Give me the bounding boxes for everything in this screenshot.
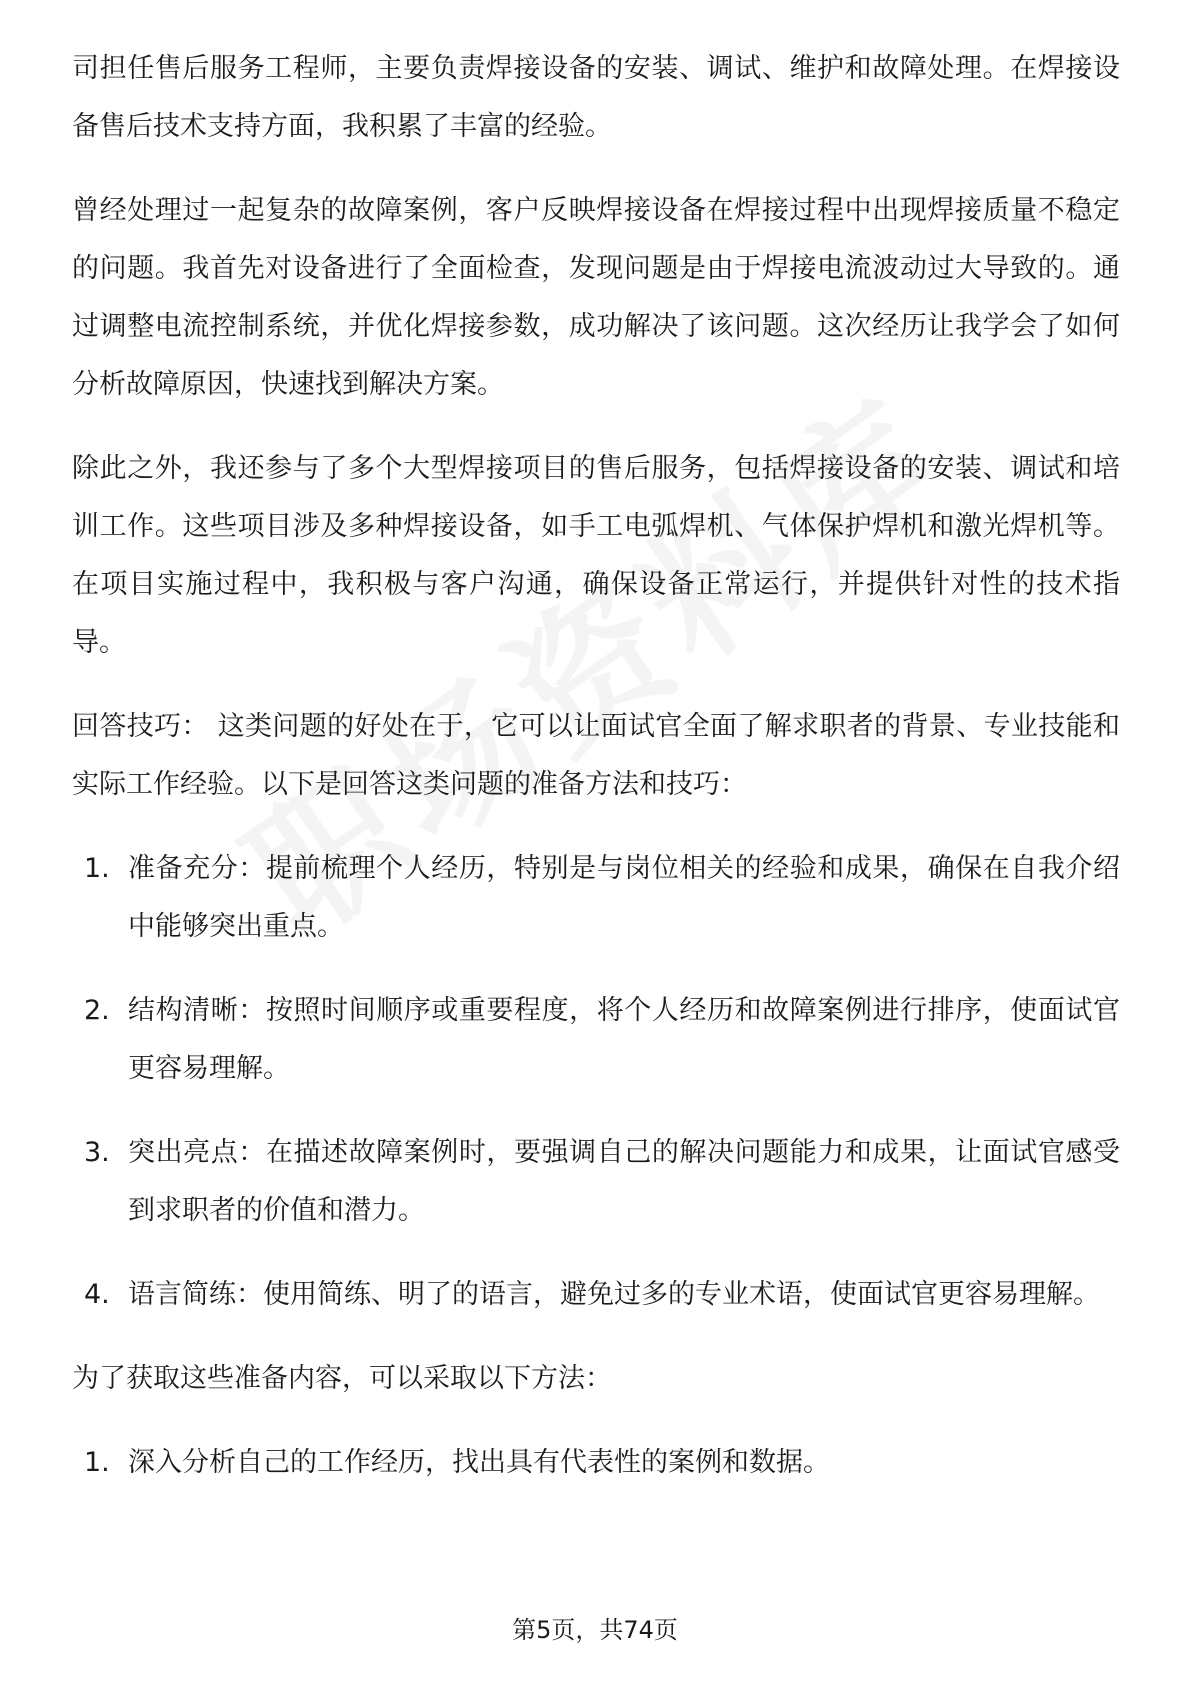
paragraph-projects: 除此之外，我还参与了多个大型焊接项目的售后服务，包括焊接设备的安装、调试和培训工作。这些项目涉及多种焊接设备，如手工电弧焊机、气体保护焊机和激光焊机等。在项目实施过程中，我积极与客户沟通，确保设备正常运行，并提供针对性的技术指导。 bbox=[72, 453, 1120, 658]
list-number: 1. bbox=[84, 1447, 110, 1478]
tips-list bbox=[72, 840, 1120, 1324]
list-number: 4. bbox=[84, 1279, 110, 1310]
paragraph-methods-intro: 为了获取这些准备内容，可以采取以下方法： bbox=[72, 1363, 612, 1394]
list-text: 语言简练：使用简练、明了的语言，避免过多的专业术语，使面试官更容易理解。 bbox=[128, 1279, 1100, 1310]
list-item bbox=[72, 1124, 1120, 1240]
list-number: 1. bbox=[84, 853, 110, 884]
list-item bbox=[72, 1266, 1120, 1324]
document-body bbox=[72, 40, 1120, 1518]
list-item bbox=[72, 1434, 1120, 1492]
paragraph-answer-tips: 回答技巧： 这类问题的好处在于，它可以让面试官全面了解求职者的背景、专业技能和实际工作经验。以下是回答这类问题的准备方法和技巧： bbox=[72, 711, 1120, 800]
list-number: 2. bbox=[84, 995, 110, 1026]
list-number: 3. bbox=[84, 1137, 110, 1168]
list-item bbox=[72, 982, 1120, 1098]
list-text: 突出亮点：在描述故障案例时，要强调自己的解决问题能力和成果，让面试官感受到求职者的价值和潜力。 bbox=[128, 1137, 1120, 1226]
methods-list bbox=[72, 1434, 1120, 1492]
list-item bbox=[72, 840, 1120, 956]
list-text: 准备充分：提前梳理个人经历，特别是与岗位相关的经验和成果，确保在自我介绍中能够突出重点。 bbox=[128, 853, 1120, 942]
page-footer: 第5页，共74页 bbox=[512, 1616, 678, 1644]
paragraph-fault-case: 曾经处理过一起复杂的故障案例，客户反映焊接设备在焊接过程中出现焊接质量不稳定的问题。我首先对设备进行了全面检查，发现问题是由于焊接电流波动过大导致的。通过调整电流控制系统，并优化焊接参数，成功解决了该问题。这次经历让我学会了如何分析故障原因，快速找到解决方案。 bbox=[72, 195, 1120, 400]
paragraph-role-intro: 司担任售后服务工程师，主要负责焊接设备的安装、调试、维护和故障处理。在焊接设备售后技术支持方面，我积累了丰富的经验。 bbox=[72, 53, 1120, 142]
list-text: 结构清晰：按照时间顺序或重要程度，将个人经历和故障案例进行排序，使面试官更容易理解。 bbox=[128, 995, 1120, 1084]
list-text: 深入分析自己的工作经历，找出具有代表性的案例和数据。 bbox=[128, 1447, 830, 1478]
